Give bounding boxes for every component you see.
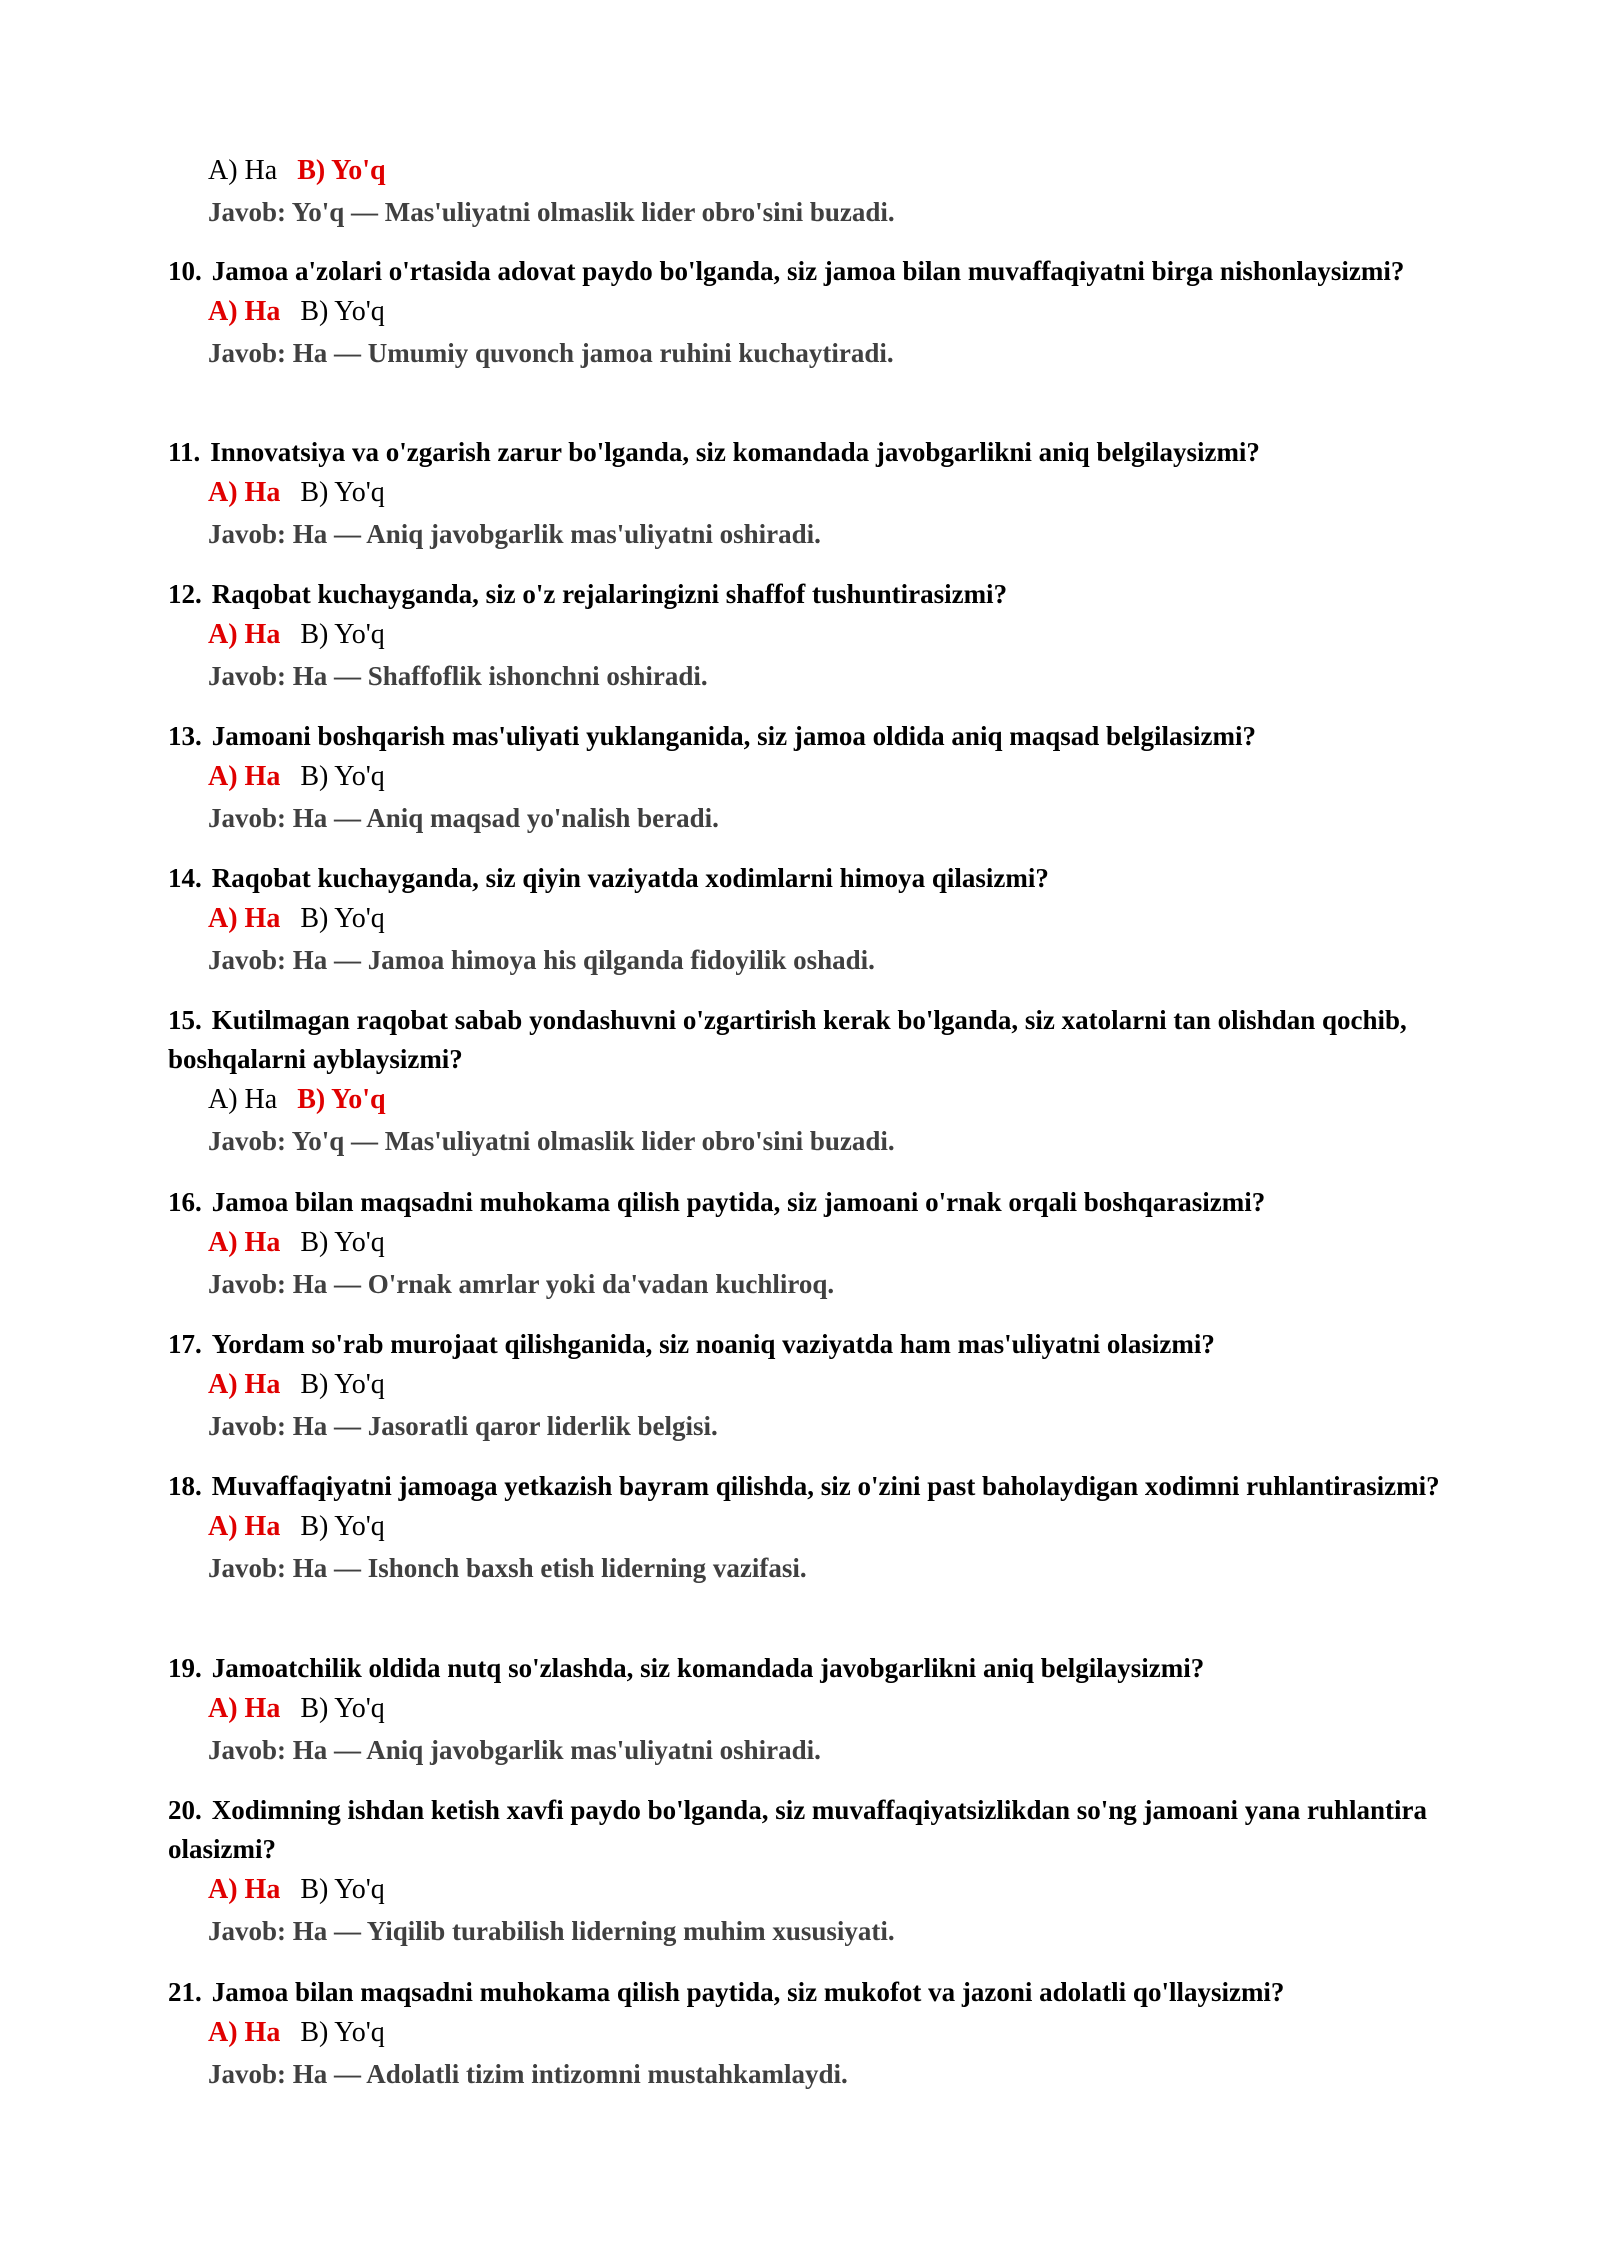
- option-b: B) Yo'q: [300, 1369, 385, 1400]
- options-row: [208, 1222, 1448, 1264]
- question-block: [168, 575, 1448, 696]
- answer-text: Javob: Ha — Umumiy quvonch jamoa ruhini kuchaytiradi.: [208, 338, 894, 368]
- question-number: 13.: [168, 721, 202, 751]
- question-body: Raqobat kuchayganda, siz o'z rejalaringizni shaffof tushuntirasizmi?: [211, 579, 1008, 609]
- question-body: Jamoa bilan maqsadni muhokama qilish paytida, siz mukofot va jazoni adolatli qo'llaysizmi?: [211, 1977, 1285, 2007]
- question-text: [168, 1791, 1448, 1869]
- answer-text: Javob: Ha — Yiqilib turabilish liderning muhim xususiyati.: [208, 1916, 895, 1946]
- answer-text: Javob: Ha — O'rnak amrlar yoki da'vadan kuchliroq.: [208, 1269, 835, 1299]
- question-number: 17.: [168, 1329, 202, 1359]
- question-number: 15.: [168, 1005, 202, 1035]
- question-text: [168, 252, 1448, 291]
- answer-text: Javob: Ha — Aniq javobgarlik mas'uliyatni oshiradi.: [208, 1735, 821, 1765]
- option-b: B) Yo'q: [300, 1227, 385, 1258]
- question-body: Xodimning ishdan ketish xavfi paydo bo'lganda, siz muvaffaqiyatsizlikdan so'ng jamoani yana ruhlantira olasizmi?: [168, 1795, 1428, 1864]
- question-text: [168, 1973, 1448, 2012]
- question-text: [168, 433, 1448, 472]
- option-b-correct: B) Yo'q: [297, 1084, 386, 1115]
- partial-question-block: [168, 150, 1448, 232]
- question-text: [168, 575, 1448, 614]
- question-body: Jamoani boshqarish mas'uliyati yuklanganida, siz jamoa oldida aniq maqsad belgilasizmi?: [211, 721, 1256, 751]
- answer-text: Javob: Ha — Adolatli tizim intizomni mustahkamlaydi.: [208, 2059, 848, 2089]
- question-text: [168, 859, 1448, 898]
- option-b: B) Yo'q: [300, 477, 385, 508]
- options-row: [208, 1364, 1448, 1406]
- question-number: 21.: [168, 1977, 202, 2007]
- question-number: 19.: [168, 1653, 202, 1683]
- option-a-correct: A) Ha: [208, 903, 281, 934]
- option-a: A) Ha: [208, 155, 278, 186]
- question-number: 12.: [168, 579, 202, 609]
- question-number: 11.: [168, 437, 201, 467]
- question-block: [168, 1325, 1448, 1446]
- question-text: [168, 717, 1448, 756]
- question-body: Raqobat kuchayganda, siz qiyin vaziyatda xodimlarni himoya qilasizmi?: [211, 863, 1049, 893]
- option-b: B) Yo'q: [300, 1511, 385, 1542]
- question-text: [168, 1001, 1448, 1079]
- option-a-correct: A) Ha: [208, 477, 281, 508]
- option-b: B) Yo'q: [300, 1693, 385, 1724]
- answer-text: Javob: Ha — Aniq maqsad yo'nalish beradi.: [208, 803, 719, 833]
- option-a-correct: A) Ha: [208, 1874, 281, 1905]
- question-block: [168, 433, 1448, 554]
- answer-text: Javob: Ha — Aniq javobgarlik mas'uliyatni oshiradi.: [208, 519, 821, 549]
- options-row: [208, 150, 1448, 192]
- question-text: [168, 1467, 1448, 1506]
- question-body: Muvaffaqiyatni jamoaga yetkazish bayram qilishda, siz o'zini past baholaydigan xodimni ruhlantirasizmi?: [211, 1471, 1440, 1501]
- answer-text: Javob: Ha — Shaffoflik ishonchni oshiradi.: [208, 661, 708, 691]
- options-row: [208, 756, 1448, 798]
- option-a-correct: A) Ha: [208, 1227, 281, 1258]
- question-block: [168, 1791, 1448, 1951]
- question-body: Jamoa a'zolari o'rtasida adovat paydo bo'lganda, siz jamoa bilan muvaffaqiyatni birga nishonlaysizmi?: [211, 256, 1405, 286]
- question-number: 16.: [168, 1187, 202, 1217]
- options-row: [208, 1688, 1448, 1730]
- option-a-correct: A) Ha: [208, 1511, 281, 1542]
- answer-text: Javob: Ha — Jasoratli qaror liderlik belgisi.: [208, 1411, 718, 1441]
- option-a-correct: A) Ha: [208, 2017, 281, 2048]
- option-b: B) Yo'q: [300, 619, 385, 650]
- question-body: Kutilmagan raqobat sabab yondashuvni o'zgartirish kerak bo'lganda, siz xatolarni tan olishdan qochib, boshqalarni ayblaysizmi?: [168, 1005, 1407, 1074]
- option-a: A) Ha: [208, 1084, 278, 1115]
- question-block: [168, 1973, 1448, 2094]
- question-block: [168, 859, 1448, 980]
- question-number: 10.: [168, 256, 202, 286]
- question-number: 20.: [168, 1795, 202, 1825]
- option-b: B) Yo'q: [300, 761, 385, 792]
- option-a-correct: A) Ha: [208, 296, 281, 327]
- option-a-correct: A) Ha: [208, 619, 281, 650]
- question-number: 14.: [168, 863, 202, 893]
- question-block: [168, 1649, 1448, 1770]
- answer-text: Javob: Ha — Ishonch baxsh etish liderning vazifasi.: [208, 1553, 807, 1583]
- option-b: B) Yo'q: [300, 2017, 385, 2048]
- options-row: [208, 1079, 1448, 1121]
- option-b-correct: B) Yo'q: [297, 155, 386, 186]
- options-row: [208, 1869, 1448, 1911]
- options-row: [208, 291, 1448, 333]
- question-text: [168, 1325, 1448, 1364]
- options-row: [208, 614, 1448, 656]
- question-block: [168, 1467, 1448, 1588]
- question-block: [168, 252, 1448, 373]
- answer-text: Javob: Yo'q — Mas'uliyatni olmaslik lider obro'sini buzadi.: [208, 197, 895, 227]
- options-row: [208, 898, 1448, 940]
- question-block: [168, 1183, 1448, 1304]
- option-a-correct: A) Ha: [208, 761, 281, 792]
- question-number: 18.: [168, 1471, 202, 1501]
- option-a-correct: A) Ha: [208, 1693, 281, 1724]
- question-block: [168, 717, 1448, 838]
- options-row: [208, 1506, 1448, 1548]
- option-b: B) Yo'q: [300, 903, 385, 934]
- answer-text: Javob: Ha — Jamoa himoya his qilganda fidoyilik oshadi.: [208, 945, 875, 975]
- options-row: [208, 2012, 1448, 2054]
- question-body: Jamoa bilan maqsadni muhokama qilish paytida, siz jamoani o'rnak orqali boshqarasizmi?: [211, 1187, 1266, 1217]
- options-row: [208, 472, 1448, 514]
- answer-text: Javob: Yo'q — Mas'uliyatni olmaslik lider obro'sini buzadi.: [208, 1126, 895, 1156]
- question-body: Innovatsiya va o'zgarish zarur bo'lganda, siz komandada javobgarlikni aniq belgilaysizmi?: [210, 437, 1260, 467]
- option-b: B) Yo'q: [300, 1874, 385, 1905]
- question-body: Yordam so'rab murojaat qilishganida, siz noaniq vaziyatda ham mas'uliyatni olasizmi?: [211, 1329, 1215, 1359]
- question-text: [168, 1183, 1448, 1222]
- question-block: [168, 1001, 1448, 1161]
- question-text: [168, 1649, 1448, 1688]
- option-a-correct: A) Ha: [208, 1369, 281, 1400]
- question-body: Jamoatchilik oldida nutq so'zlashda, siz komandada javobgarlikni aniq belgilaysizmi?: [211, 1653, 1205, 1683]
- option-b: B) Yo'q: [300, 296, 385, 327]
